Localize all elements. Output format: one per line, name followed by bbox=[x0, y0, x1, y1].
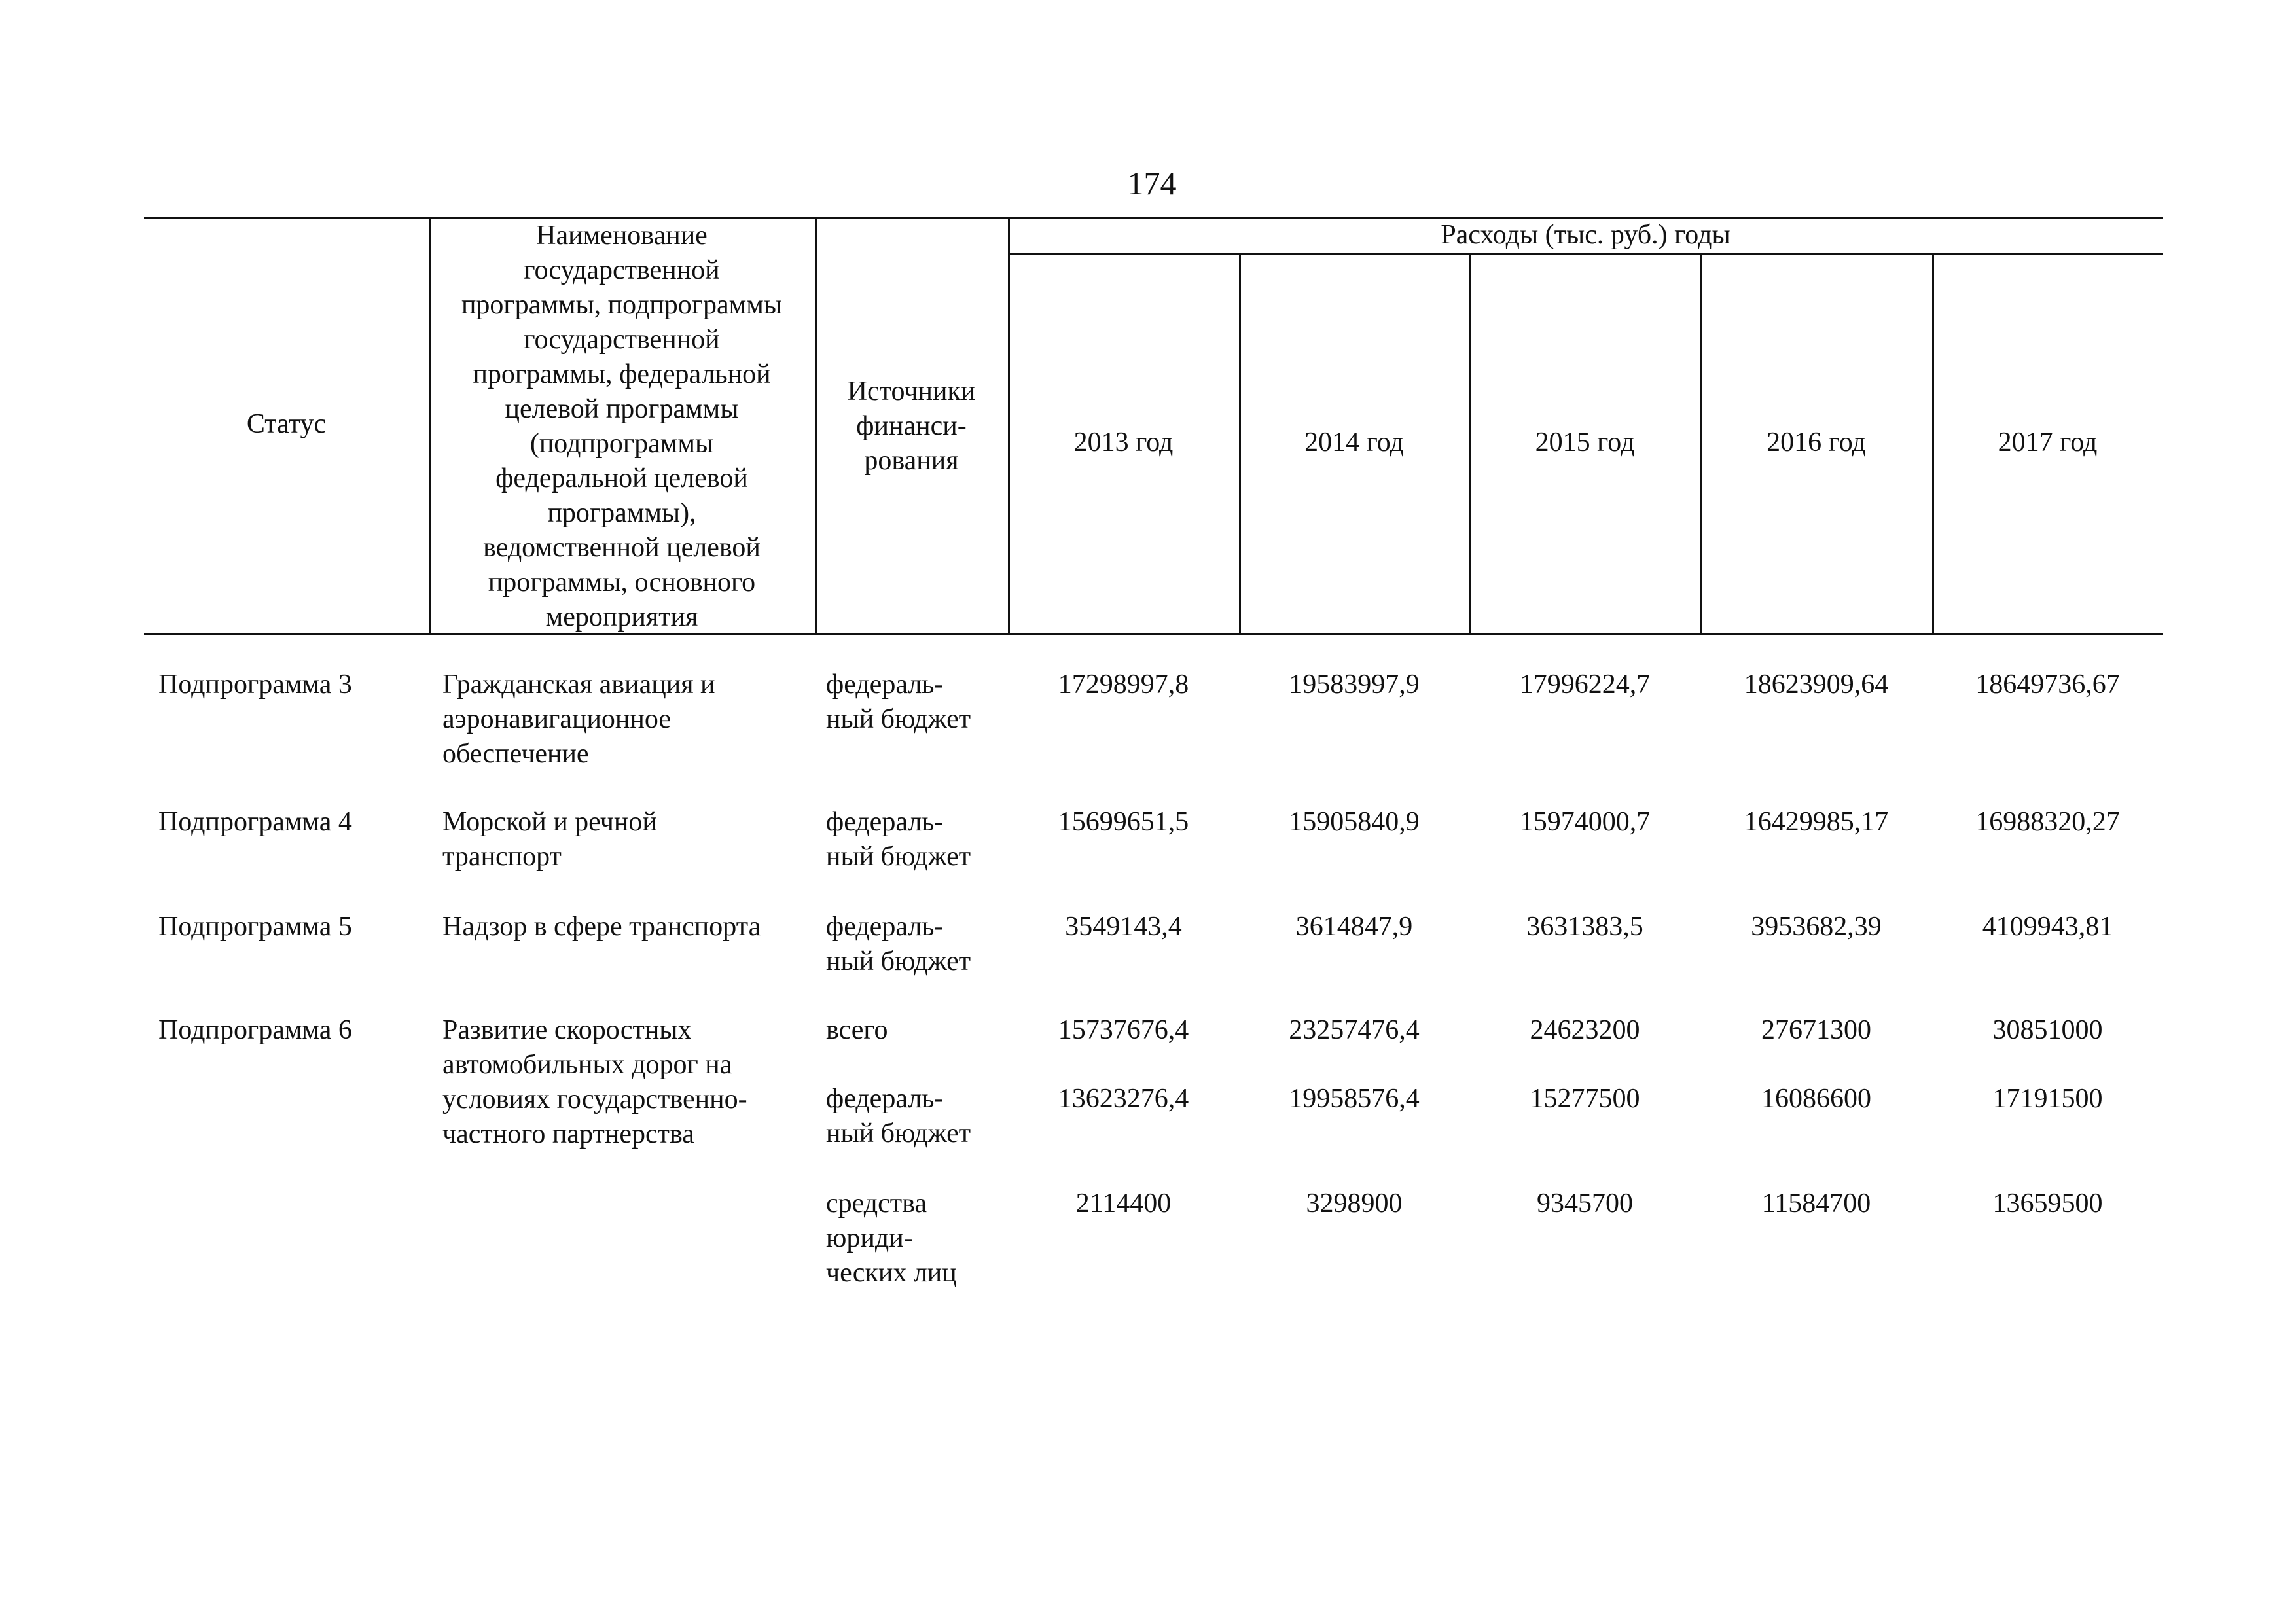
row-value-cell: 16988320,27 bbox=[1975, 807, 2120, 837]
row-value-cell: 19583997,9 bbox=[1289, 669, 1420, 700]
header-name-line: государственной bbox=[524, 255, 720, 285]
row-source-line: федераль- bbox=[826, 807, 944, 837]
row-value-cell: 15905840,9 bbox=[1289, 807, 1420, 837]
row-source-line: ный бюджет bbox=[826, 946, 971, 976]
header-year: 2015 год bbox=[1535, 427, 1635, 457]
row-value-cell: 17996224,7 bbox=[1519, 669, 1651, 700]
row-value-cell: 15737676,4 bbox=[1058, 1015, 1189, 1045]
header-year: 2016 год bbox=[1767, 427, 1866, 457]
row-source-line: средства bbox=[826, 1188, 927, 1219]
header-source-line: Источники bbox=[847, 376, 976, 406]
row-source-line: ный бюджет bbox=[826, 1118, 971, 1149]
row-value-cell: 23257476,4 bbox=[1289, 1015, 1420, 1045]
header-year: 2013 год bbox=[1073, 427, 1174, 457]
row-status: Подпрограмма 6 bbox=[158, 1015, 352, 1045]
row-name-line: Развитие скоростных bbox=[442, 1015, 692, 1045]
header-name-line: мероприятия bbox=[545, 602, 698, 632]
header-name-line: (подпрограммы bbox=[529, 429, 714, 459]
row-name-line: частного партнерства bbox=[442, 1119, 694, 1149]
row-value-cell: 16429985,17 bbox=[1744, 807, 1889, 837]
row-value-cell: 30851000 bbox=[1992, 1015, 2103, 1045]
row-value-cell: 16086600 bbox=[1761, 1084, 1871, 1114]
row-source-line: ный бюджет bbox=[826, 842, 971, 872]
header-name-line: ведомственной целевой bbox=[483, 533, 761, 563]
row-value-cell: 18649736,67 bbox=[1975, 669, 2120, 700]
header-year: 2017 год bbox=[1998, 427, 2098, 457]
row-value-cell: 4109943,81 bbox=[1982, 912, 2113, 942]
row-source-line: ческих лиц bbox=[826, 1258, 957, 1288]
header-source-line: рования bbox=[864, 446, 959, 476]
row-value-cell: 17298997,8 bbox=[1058, 669, 1189, 700]
row-status: Подпрограмма 5 bbox=[158, 912, 352, 942]
row-source-line: юриди- bbox=[826, 1223, 913, 1253]
row-value-cell: 24623200 bbox=[1530, 1015, 1640, 1045]
row-value-cell: 3614847,9 bbox=[1295, 912, 1413, 942]
row-name-line: автомобильных дорог на bbox=[442, 1050, 732, 1080]
years-sub-rule bbox=[1008, 253, 2163, 255]
header-name-line: программы, федеральной bbox=[473, 359, 771, 389]
row-source-line: федераль- bbox=[826, 1084, 944, 1114]
row-value-cell: 13623276,4 bbox=[1058, 1084, 1189, 1114]
row-status: Подпрограмма 4 bbox=[158, 807, 352, 837]
row-source-line: всего bbox=[826, 1015, 888, 1045]
row-status: Подпрограмма 3 bbox=[158, 669, 352, 700]
header-name-line: программы), bbox=[547, 498, 696, 528]
row-source-line: федераль- bbox=[826, 912, 944, 942]
header-name-line: программы, основного bbox=[488, 567, 756, 597]
row-value-cell: 15699651,5 bbox=[1058, 807, 1189, 837]
header-source-line: финанси- bbox=[856, 411, 967, 441]
row-source-line: федераль- bbox=[826, 669, 944, 700]
row-value-cell: 11584700 bbox=[1761, 1188, 1871, 1219]
row-value-cell: 3953682,39 bbox=[1751, 912, 1882, 942]
row-name-line: Гражданская авиация и bbox=[442, 669, 715, 700]
header-status: Статус bbox=[246, 409, 327, 439]
row-name-line: аэронавигационное bbox=[442, 704, 672, 734]
header-year: 2014 год bbox=[1304, 427, 1404, 457]
header-name-line: Наименование bbox=[536, 221, 708, 251]
header-name-line: федеральной целевой bbox=[495, 463, 748, 493]
row-value-cell: 15974000,7 bbox=[1519, 807, 1651, 837]
row-value-cell: 19958576,4 bbox=[1289, 1084, 1420, 1114]
header-name-line: государственной bbox=[524, 325, 720, 355]
row-value-cell: 3549143,4 bbox=[1065, 912, 1182, 942]
row-name-line: условиях государственно- bbox=[442, 1084, 747, 1115]
row-value-cell: 3298900 bbox=[1306, 1188, 1403, 1219]
header-expenses-title: Расходы (тыс. руб.) годы bbox=[1441, 220, 1731, 250]
row-value-cell: 3631383,5 bbox=[1526, 912, 1643, 942]
row-value-cell: 27671300 bbox=[1761, 1015, 1871, 1045]
row-value-cell: 17191500 bbox=[1992, 1084, 2103, 1114]
row-name-line: транспорт bbox=[442, 842, 562, 872]
row-name-line: обеспечение bbox=[442, 739, 589, 769]
row-value-cell: 2114400 bbox=[1075, 1188, 1172, 1219]
row-value-cell: 15277500 bbox=[1530, 1084, 1640, 1114]
header-name-line: целевой программы bbox=[505, 394, 739, 424]
row-value-cell: 9345700 bbox=[1537, 1188, 1633, 1219]
row-value-cell: 18623909,64 bbox=[1744, 669, 1889, 700]
page-number: 174 bbox=[1127, 165, 1177, 202]
row-name-line: Морской и речной bbox=[442, 807, 657, 837]
row-source-line: ный бюджет bbox=[826, 704, 971, 734]
row-value-cell: 13659500 bbox=[1992, 1188, 2103, 1219]
row-name-line: Надзор в сфере транспорта bbox=[442, 912, 761, 942]
header-name-line: программы, подпрограммы bbox=[461, 290, 783, 320]
